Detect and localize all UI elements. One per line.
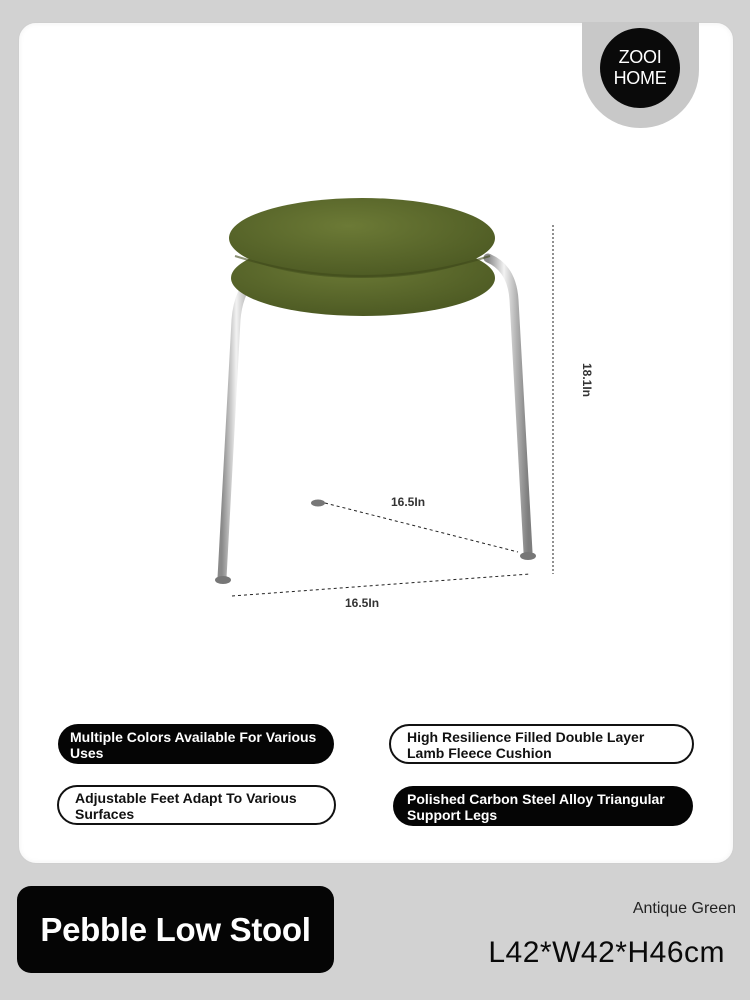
- leg-right: [488, 258, 528, 552]
- height-dimension: 18.1In: [580, 362, 595, 398]
- feature-pill-feet: [57, 785, 336, 825]
- foot-right: [520, 552, 536, 560]
- feature-pill-cushion: [389, 724, 694, 764]
- product-color: Antique Green: [632, 900, 736, 917]
- width-line: [232, 574, 530, 596]
- brand-line-1: ZOOI: [618, 47, 662, 67]
- feature-text: Adjustable Feet Adapt To Various Surfaces: [75, 790, 297, 822]
- width-dimension: 16.5In: [345, 596, 380, 610]
- product-size: L42*W42*H46cm: [488, 936, 725, 969]
- depth-dimension: 16.5In: [391, 495, 426, 509]
- product-title: Pebble Low Stool: [40, 910, 311, 948]
- feature-text: Multiple Colors Available For Various Uses: [70, 729, 317, 761]
- depth-line: [325, 503, 518, 552]
- foot-left: [215, 576, 231, 584]
- feature-text: Polished Carbon Steel Alloy Triangular Support Legs: [407, 791, 665, 823]
- leg-left: [222, 270, 258, 578]
- product-title-box: [17, 886, 334, 973]
- foot-back: [311, 500, 325, 507]
- feature-pill-colors: [58, 724, 334, 764]
- feature-text: High Resilience Filled Double Layer Lamb Fleece Cushion: [407, 729, 645, 761]
- brand-line-2: HOME: [613, 68, 667, 88]
- feature-pill-legs: [393, 786, 693, 826]
